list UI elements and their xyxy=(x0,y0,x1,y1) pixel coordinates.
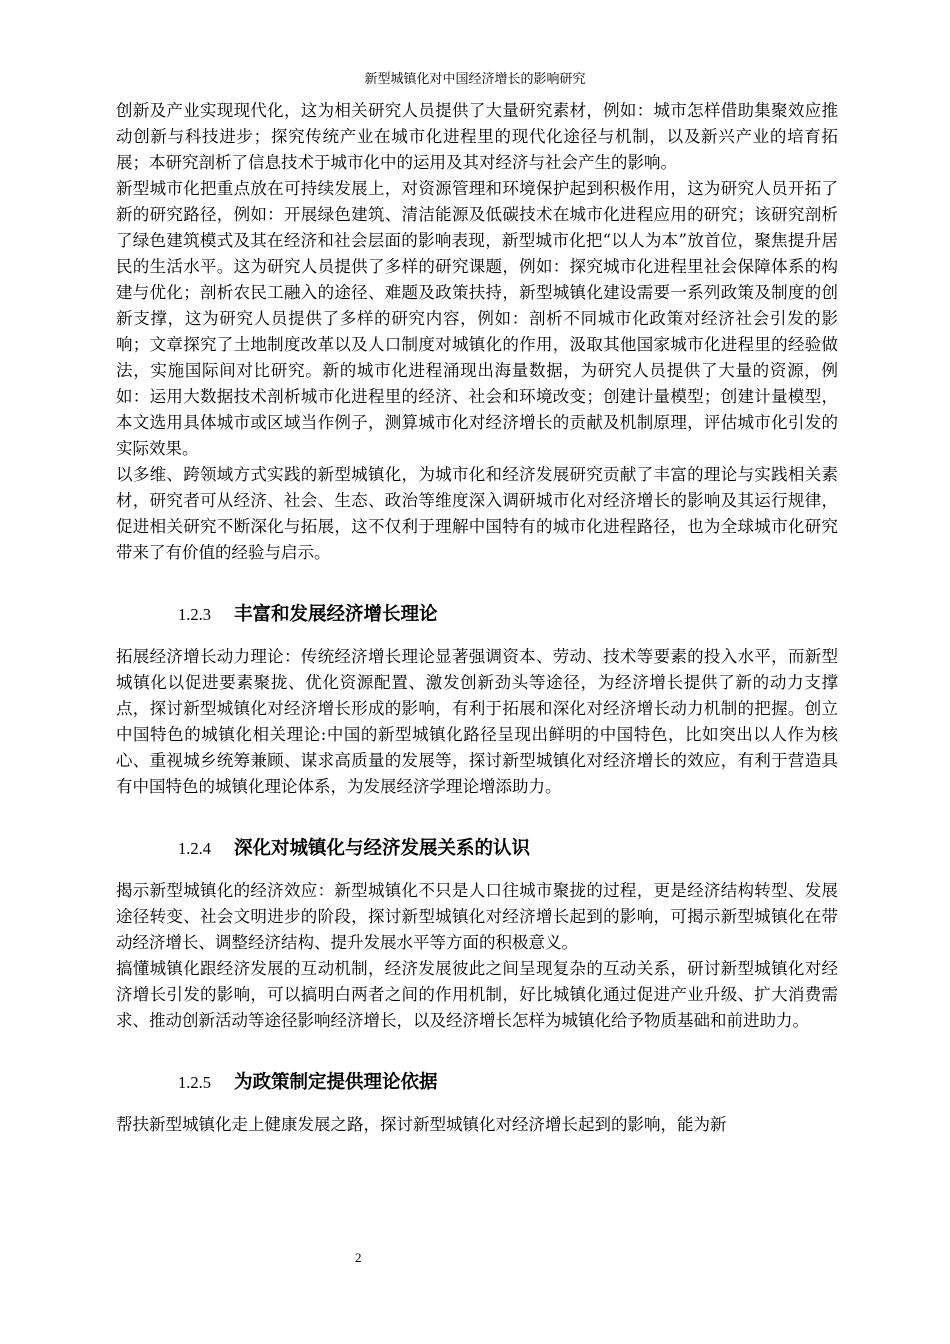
section-heading-1-2-5 xyxy=(116,1062,838,1104)
section-heading-1-2-4 xyxy=(116,828,838,870)
body-paragraph: 帮扶新型城镇化走上健康发展之路，探讨新型城镇化对经济增长起到的影响，能为新 xyxy=(116,1115,727,1134)
body-paragraph: 搞懂城镇化跟经济发展的互动机制，经济发展彼此之间呈现复杂的互动关系，研讨新型城镇化对经济增长引发的影响，可以搞明白两者之间的作用机制，好比城镇化通过促进产业升级、扩大消费需求、推动创新活动等途径影响经济增长，以及经济增长怎样为城镇化给予物质基础和前进助力。 xyxy=(116,959,838,1030)
body-paragraph: 创新及产业实现现代化，这为相关研究人员提供了大量研究素材，例如：城市怎样借助集聚效应推动创新与科技进步；探究传统产业在城市化进程里的现代化途径与机制，以及新兴产业的培育拓展；本研究剖析了信息技术于城市化中的运用及其对经济与社会产生的影响。 xyxy=(116,101,838,172)
section-number: 1.2.4 xyxy=(178,839,211,858)
section-title: 深化对城镇化与经济发展关系的认识 xyxy=(234,838,531,859)
section-number: 1.2.5 xyxy=(178,1073,211,1092)
section-number: 1.2.3 xyxy=(178,605,211,624)
section-heading-1-2-3 xyxy=(116,594,838,636)
running-header: 新型城镇化对中国经济增长的影响研究 xyxy=(364,72,586,87)
section-title: 丰富和发展经济增长理论 xyxy=(234,604,438,625)
body-paragraph: 以多维、跨领域方式实践的新型城镇化，为城市化和经济发展研究贡献了丰富的理论与实践相关素材，研究者可从经济、社会、生态、政治等维度深入调研城市化对经济增长的影响及其运行规律，促进相关研究不断深化与拓展，这不仅利于理解中国特有的城市化进程路径，也为全球城市化研究带来了有价值的经验与启示。 xyxy=(116,465,838,562)
page-number: 2 xyxy=(355,1250,362,1265)
page-body xyxy=(116,98,838,1138)
body-paragraph: 新型城市化把重点放在可持续发展上，对资源管理和环境保护起到积极作用，这为研究人员开拓了新的研究路径，例如：开展绿色建筑、清洁能源及低碳技术在城市化进程应用的研究；该研究剖析了绿色建筑模式及其在经济和社会层面的影响表现，新型城市化把“以人为本”放首位，聚焦提升居民的生活水平。这为研究人员提供了多样的研究课题，例如：探究城市化进程里社会保障体系的构建与优化；剖析农民工融入的途径、难题及政策扶持，新型城镇化建设需要一系列政策及制度的创新支撑，这为研究人员提供了多样的研究内容，例如：剖析不同城市化政策对经济社会引发的影响；文章探究了土地制度改革以及人口制度对城镇化的作用，汲取其他国家城市化进程里的经验做法，实施国际间对比研究。新的城市化进程涌现出海量数据，为研究人员提供了大量的资源，例如：运用大数据技术剖析城市化进程里的经济、社会和环境改变；创建计量模型；创建计量模型，本文选用具体城市或区域当作例子，测算城市化对经济增长的贡献及机制原理，评估城市化引发的实际效果。 xyxy=(116,179,838,458)
section-title: 为政策制定提供理论依据 xyxy=(234,1072,438,1093)
body-paragraph: 拓展经济增长动力理论：传统经济增长理论显著强调资本、劳动、技术等要素的投入水平，而新型城镇化以促进要素聚拢、优化资源配置、激发创新劲头等途径，为经济增长提供了新的动力支撑点，探讨新型城镇化对经济增长形成的影响，有利于拓展和深化对经济增长动力机制的把握。创立中国特色的城镇化相关理论:中国的新型城镇化路径呈现出鲜明的中国特色，比如突出以人作为核心、重视城乡统筹兼顾、谋求高质量的发展等，探讨新型城镇化对经济增长的效应，有利于营造具有中国特色的城镇化理论体系，为发展经济学理论增添助力。 xyxy=(116,647,838,796)
body-paragraph: 揭示新型城镇化的经济效应：新型城镇化不只是人口往城市聚拢的过程，更是经济结构转型、发展途径转变、社会文明进步的阶段，探讨新型城镇化对经济增长起到的影响，可揭示新型城镇化在带动经济增长、调整经济结构、提升发展水平等方面的积极意义。 xyxy=(116,881,838,952)
